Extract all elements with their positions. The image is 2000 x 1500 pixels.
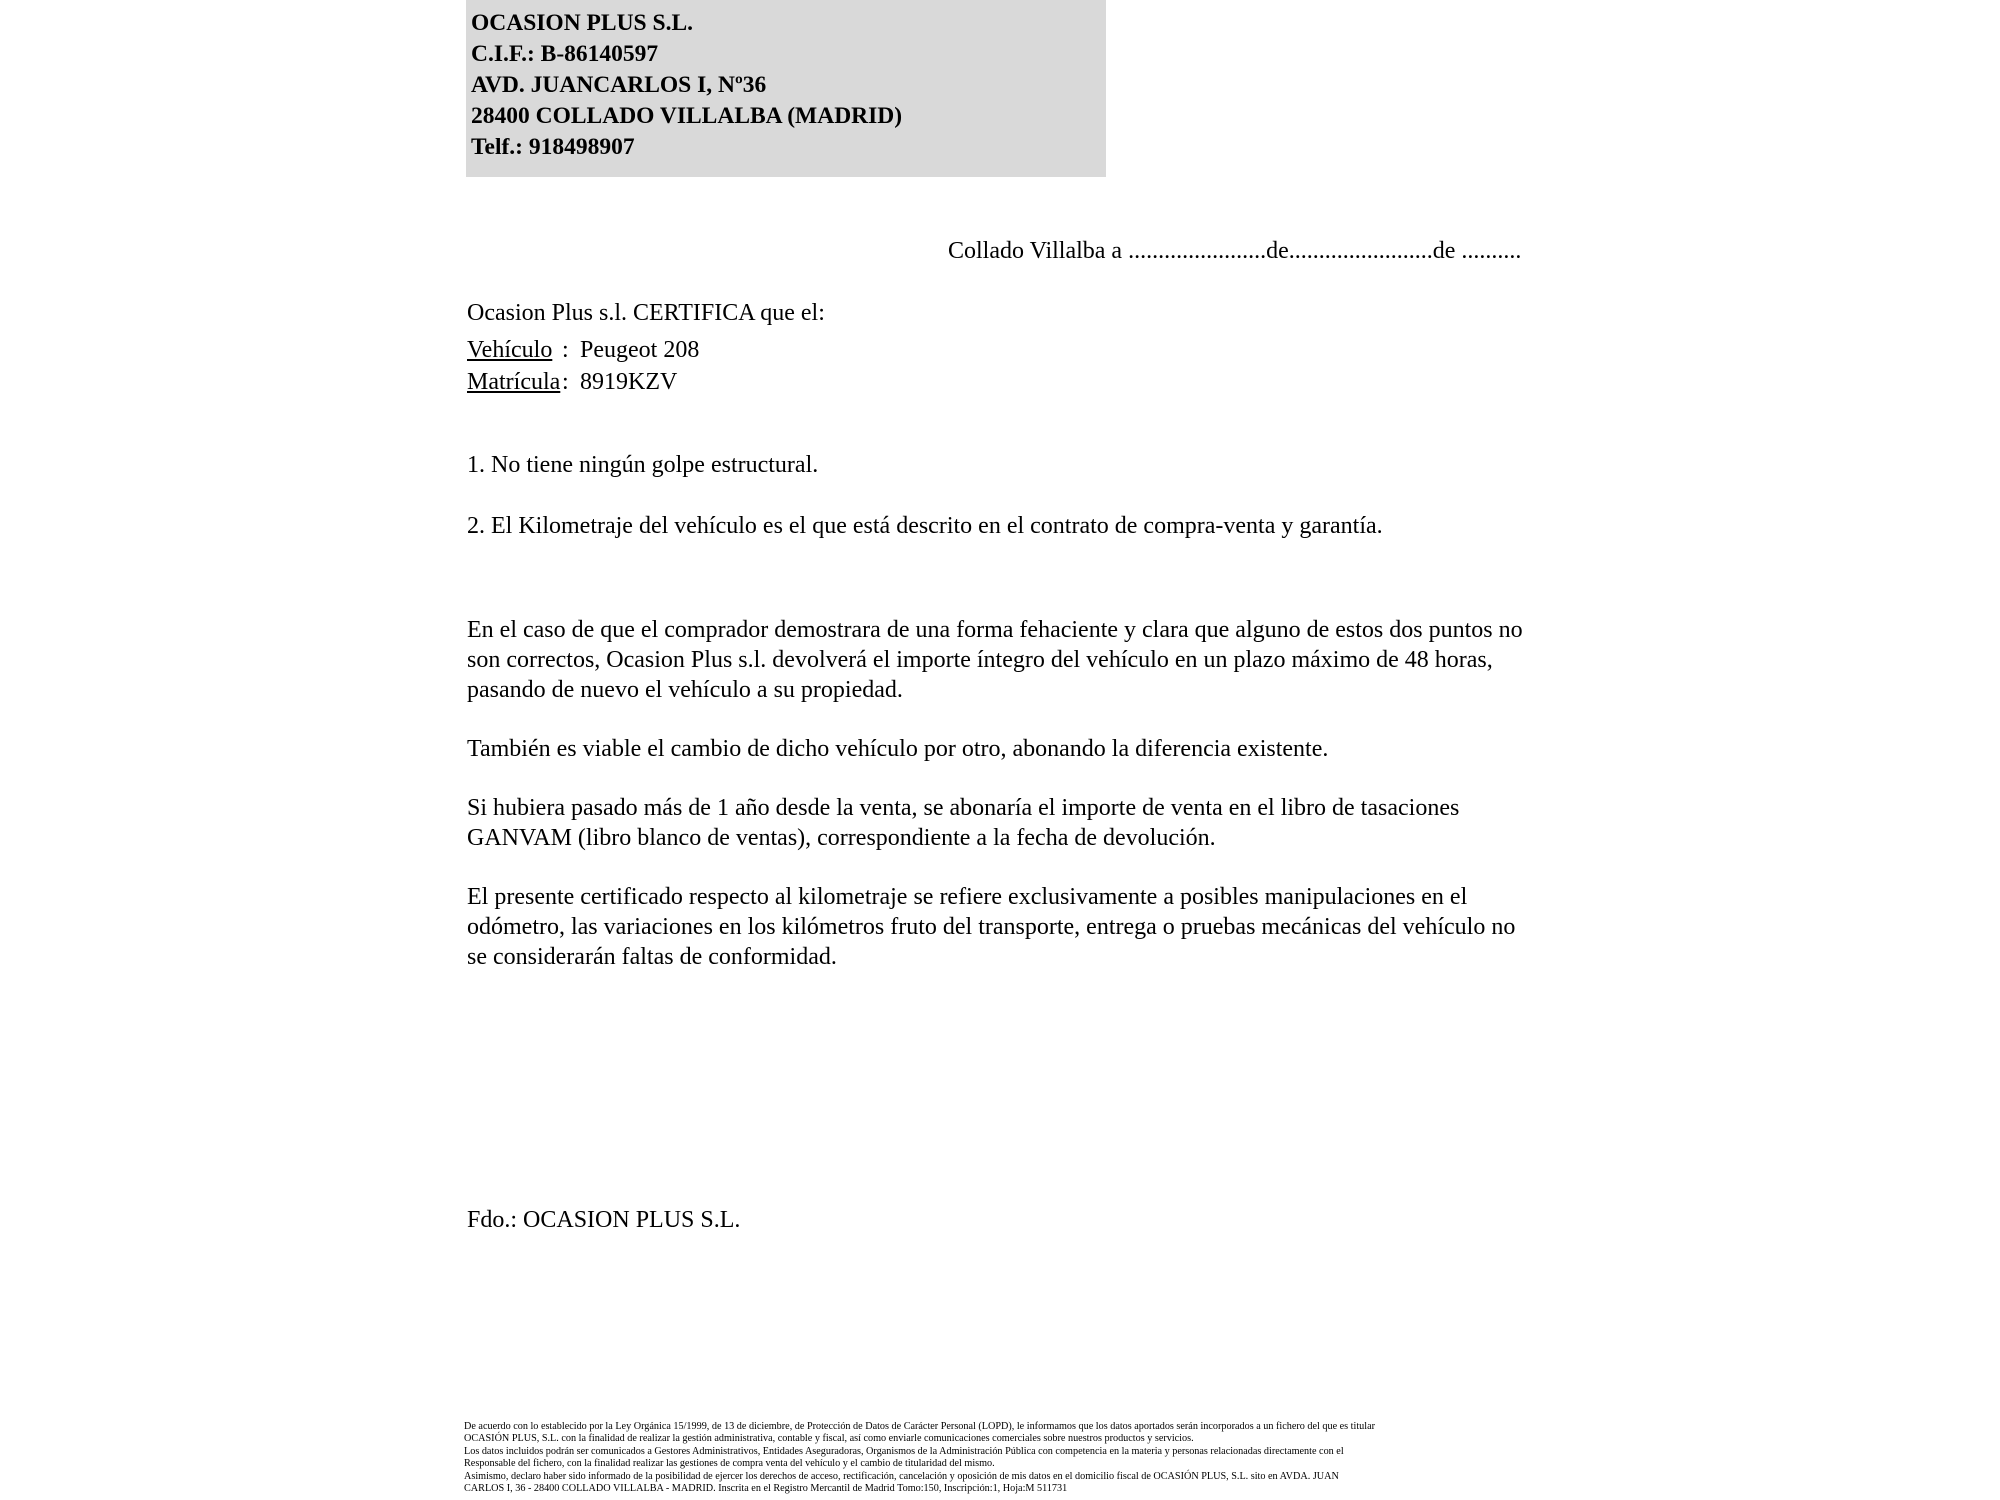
body-paragraphs bbox=[467, 615, 1537, 1001]
legal-line: Responsable del fichero, con la finalidad realizar las gestiones de compra venta del vehículo y el cambio de titularidad del mismo. bbox=[464, 1458, 995, 1470]
company-name: OCASION PLUS S.L. bbox=[471, 10, 693, 36]
paragraph: También es viable el cambio de dicho vehículo por otro, abonando la diferencia existente. bbox=[467, 736, 1329, 762]
plate-separator: : bbox=[562, 369, 569, 395]
plate-label: Matrícula bbox=[467, 369, 561, 395]
point-item: 1. No tiene ningún golpe estructural. bbox=[467, 452, 819, 478]
legal-line: OCASIÓN PLUS, S.L. con la finalidad de realizar la gestión administrativa, contable y fiscal, así como enviarle comunicaciones comerciales sobre nuestros productos y servicios. bbox=[464, 1433, 1194, 1445]
legal-footer bbox=[464, 1421, 1554, 1495]
vehicle-value: Peugeot 208 bbox=[580, 337, 700, 363]
legal-line: De acuerdo con lo establecido por la Ley Orgánica 15/1999, de 13 de diciembre, de Protección de Datos de Carácter Personal (LOPD), le informamos que los datos aportados serán incorporados a un fichero del que es titular bbox=[464, 1421, 1376, 1432]
company-phone: Telf.: 918498907 bbox=[471, 134, 635, 160]
paragraph: En el caso de que el comprador demostrara de una forma fehaciente y clara que alguno de estos dos puntos no son correctos, Ocasion Plus s.l. devolverá el importe íntegro del vehículo en un plazo máximo de 48 horas, pasando de nuevo el vehículo a su propiedad. bbox=[467, 617, 1523, 703]
certification-intro: Ocasion Plus s.l. CERTIFICA que el: bbox=[467, 300, 825, 326]
company-city: 28400 COLLADO VILLALBA (MADRID) bbox=[471, 103, 903, 129]
vehicle-row bbox=[467, 334, 825, 366]
numbered-points bbox=[467, 452, 1383, 574]
legal-line: CARLOS I, 36 - 28400 COLLADO VILLALBA - MADRID. Inscrita en el Registro Mercantil de Madrid Tomo:150, Inscripción:1, Hoja:M 511731 bbox=[464, 1483, 1068, 1495]
company-cif: C.I.F.: B-86140597 bbox=[471, 41, 659, 67]
plate-value: 8919KZV bbox=[580, 369, 678, 395]
place-date-line: Collado Villalba a .......................de........................de .......... bbox=[948, 238, 1522, 264]
plate-row bbox=[467, 366, 825, 398]
paragraph: Si hubiera pasado más de 1 año desde la venta, se abonaría el importe de venta en el libro de tasaciones GANVAM (libro blanco de ventas), correspondiente a la fecha de devolución. bbox=[467, 795, 1460, 851]
signature-line: Fdo.: OCASION PLUS S.L. bbox=[467, 1207, 741, 1233]
legal-line: Los datos incluidos podrán ser comunicados a Gestores Administrativos, Entidades Aseguradoras, Organismos de la Administración Pública con competencia en la materia y personas relacionadas directamente con el bbox=[464, 1445, 1344, 1457]
company-address: AVD. JUANCARLOS I, Nº36 bbox=[471, 72, 767, 98]
certification-block bbox=[467, 300, 825, 398]
legal-line: Asimismo, declaro haber sido informado de la posibilidad de ejercer los derechos de acceso, rectificación, cancelación y oposición de mis datos en el domicilio fiscal de OCASIÓN PLUS, S.L. sito en AVDA. JUAN bbox=[464, 1470, 1339, 1482]
vehicle-label: Vehículo bbox=[467, 337, 553, 363]
point-item: 2. El Kilometraje del vehículo es el que está descrito en el contrato de compra-venta y garantía. bbox=[467, 513, 1383, 539]
company-header-block bbox=[466, 0, 1106, 177]
paragraph: El presente certificado respecto al kilometraje se refiere exclusivamente a posibles manipulaciones en el odómetro, las variaciones en los kilómetros fruto del transporte, entrega o pruebas mecánicas del vehículo no se considerarán faltas de conformidad. bbox=[467, 884, 1516, 970]
vehicle-separator: : bbox=[562, 337, 569, 363]
